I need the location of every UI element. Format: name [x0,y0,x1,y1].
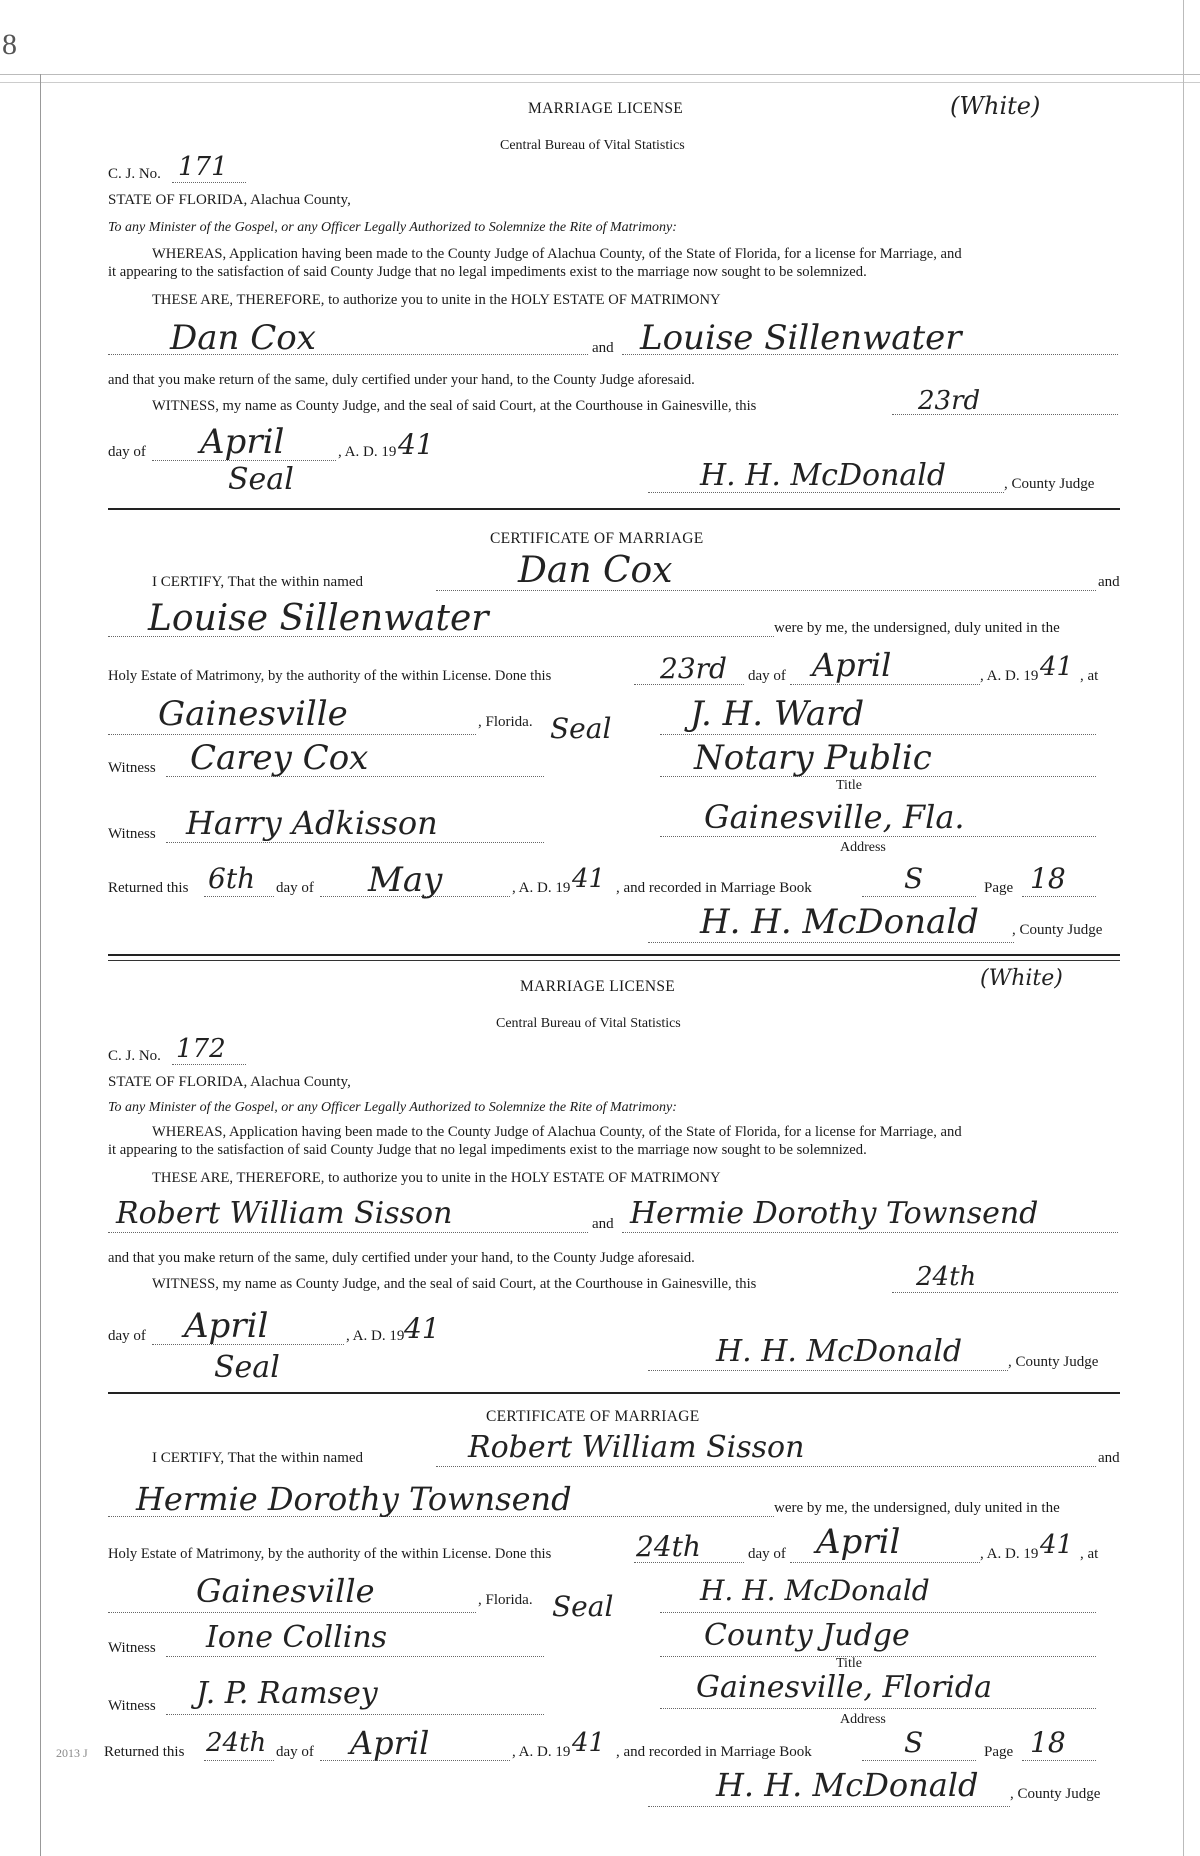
page-label: Page [984,880,1014,896]
place-2: Gainesville [196,1572,375,1610]
witness2-label-2: Witness [108,1698,156,1714]
record-county-judge: , County Judge [1012,922,1103,938]
book-line [862,896,976,897]
license-rule [108,508,1120,510]
county-judge-label: , County Judge [1004,476,1095,492]
groom-name: Dan Cox [170,318,316,358]
united-label: were by me, the undersigned, duly united in the [774,620,1060,636]
whereas-line-1-2: WHEREAS, Application having been made to the County Judge of Alachua County, of the State of Florida, for a license for Marriage, and [152,1124,962,1140]
cj-label: C. J. No. [108,166,161,182]
book-line-2 [862,1760,976,1761]
day-of-label: day of [108,444,146,460]
place: Gainesville [158,694,348,734]
cert-groom: Dan Cox [518,550,673,591]
witness2-line [166,842,544,843]
whereas-line-2: it appearing to the satisfaction of said County Judge that no legal impediments exist to the marriage now sought to be solemnized. [108,264,867,280]
page-line-2 [1022,1760,1096,1761]
returned-ad-2: , A. D. 19 [512,1744,571,1760]
florida-label: , Florida. [478,714,533,730]
done-ad-2: , A. D. 19 [980,1546,1039,1562]
state-line: STATE OF FLORIDA, Alachua County, [108,192,351,208]
license-day-2: 24th [916,1262,977,1292]
license-rule-2 [108,1392,1120,1394]
state-line-2: STATE OF FLORIDA, Alachua County, [108,1074,351,1090]
cert-and-2: and [1098,1450,1120,1466]
bureau-name-2: Central Bureau of Vital Statistics [496,1016,681,1031]
license-year-2: 41 [404,1312,440,1345]
page-label-2: Page [984,1744,1014,1760]
done-year: 41 [1040,652,1074,682]
returned-day-line [204,896,274,897]
done-day: 23rd [660,652,727,685]
top-scan-rule [0,74,1200,75]
license-year: 41 [398,428,434,461]
at-label-2: , at [1080,1546,1099,1562]
witness2-line-2 [166,1714,544,1715]
whereas-line-1: WHEREAS, Application having been made to the County Judge of Alachua County, of the State of Florida, for a license for Marriage, and [152,246,962,262]
ad-label-2: , A. D. 19 [346,1328,405,1344]
cj-line [172,182,246,183]
and-label-2: and [592,1216,614,1232]
cert-bride-2: Hermie Dorothy Townsend [136,1480,572,1518]
bride-line-2 [622,1232,1118,1233]
therefore-line: THESE ARE, THEREFORE, to authorize you to unite in the HOLY ESTATE OF MATRIMONY [152,292,721,308]
witness2: Harry Adkisson [186,804,438,842]
holy-estate-2: Holy Estate of Matrimony, by the authority of the within License. Done this [108,1546,552,1562]
witness1-line-2 [166,1656,544,1657]
returned-label-2: Returned this [104,1744,185,1760]
return-line: and that you make return of the same, duly certified under your hand, to the County Judge aforesaid. [108,372,695,388]
license-day: 23rd [918,386,981,416]
license-month-2: April [184,1306,269,1346]
united-label-2: were by me, the undersigned, duly united in the [774,1500,1060,1516]
cj-number: 171 [178,152,228,182]
done-month-line-2 [790,1562,980,1563]
returned-label: Returned this [108,880,189,896]
returned-year-2: 41 [572,1728,606,1758]
place-line [108,734,476,735]
title-label-2: Title [836,1656,862,1671]
therefore-line-2: THESE ARE, THEREFORE, to authorize you to unite in the HOLY ESTATE OF MATRIMONY [152,1170,721,1186]
done-day-2: 24th [636,1530,701,1563]
officiant-2: H. H. McDonald [700,1574,930,1607]
record-signature-line-2 [648,1806,1010,1807]
right-edge-rule [1183,0,1184,1856]
officiant-address-2: Gainesville, Florida [696,1670,992,1705]
returned-month: May [368,860,443,900]
returned-day: 6th [208,862,256,895]
cert-seal-2: Seal [552,1590,614,1623]
cj-number-2: 172 [176,1034,226,1064]
license-seal-2: Seal [214,1350,280,1385]
witness1: Carey Cox [190,738,369,778]
officiant: J. H. Ward [690,694,865,734]
recorded-label-2: , and recorded in Marriage Book [616,1744,812,1760]
record-signature-line [648,942,1014,943]
page-line [1022,896,1096,897]
recorded-label: , and recorded in Marriage Book [616,880,812,896]
day-of-label-2: day of [108,1328,146,1344]
done-month: April [812,646,892,684]
done-ad: , A. D. 19 [980,668,1039,684]
officiant-title-line-2 [660,1656,1096,1657]
cert-title-2: CERTIFICATE OF MARRIAGE [486,1408,700,1425]
cert-bride: Louise Sillenwater [148,598,489,639]
groom-line-2 [108,1232,588,1233]
license-title: MARRIAGE LICENSE [528,100,684,117]
done-day-of: day of [748,668,786,684]
cert-groom-2: Robert William Sisson [468,1430,805,1465]
florida-label-2: , Florida. [478,1592,533,1608]
returned-month-2: April [350,1724,430,1762]
judge-signature: H. H. McDonald [700,458,947,493]
record-signature: H. H. McDonald [700,902,979,942]
record-divider-2 [108,960,1120,961]
book-2: S [904,1726,924,1759]
officiant-line-2 [660,1612,1096,1613]
cj-label-2: C. J. No. [108,1048,161,1064]
race-note-2: (White) [980,966,1063,991]
title-label: Title [836,778,862,793]
certify-label-2: I CERTIFY, That the within named [152,1450,364,1466]
address-label-2: Address [840,1712,886,1727]
groom-name-2: Robert William Sisson [116,1196,453,1231]
place-line-2 [108,1612,476,1613]
returned-year: 41 [572,864,606,894]
returned-day-of-2: day of [276,1744,314,1760]
witness2-label: Witness [108,826,156,842]
address-line-2: To any Minister of the Gospel, or any Officer Legally Authorized to Solemnize the Rite of Matrimony: [108,1100,677,1115]
cert-and: and [1098,574,1120,590]
witness-line-2: WITNESS, my name as County Judge, and the seal of said Court, at the Courthouse in Gainesville, this [152,1276,757,1292]
cert-groom-line-2 [436,1466,1096,1467]
officiant-address-line [660,836,1096,837]
bride-name: Louise Sillenwater [640,318,962,358]
record-divider [108,954,1120,956]
ad-label: , A. D. 19 [338,444,397,460]
done-year-2: 41 [1040,1530,1074,1560]
page-number: 18 [1030,862,1066,895]
footer-mark: 2013 J [56,1746,88,1760]
witness1-2: Ione Collins [206,1620,388,1655]
whereas-line-2-2: it appearing to the satisfaction of said County Judge that no legal impediments exist to the marriage now sought to be solemnized. [108,1142,867,1158]
left-margin-rule [40,74,41,1856]
race-note: (White) [950,92,1041,120]
officiant-title-2: County Judge [704,1618,910,1653]
cj-line-2 [172,1064,246,1065]
license-day-line-2 [892,1292,1118,1293]
county-judge-label-2: , County Judge [1008,1354,1099,1370]
license-title-2: MARRIAGE LICENSE [520,978,676,995]
bride-name-2: Hermie Dorothy Townsend [630,1196,1039,1231]
returned-day-line-2 [204,1760,274,1761]
license-month: April [200,422,285,462]
top-scan-rule-2 [0,82,1200,83]
holy-estate: Holy Estate of Matrimony, by the authority of the within License. Done this [108,668,552,684]
returned-day-of: day of [276,880,314,896]
address-line: To any Minister of the Gospel, or any Officer Legally Authorized to Solemnize the Rite of Matrimony: [108,220,677,235]
page-number-2: 18 [1030,1726,1066,1759]
officiant-title: Notary Public [694,738,932,778]
certify-label: I CERTIFY, That the within named [152,574,364,590]
return-line-2: and that you make return of the same, duly certified under your hand, to the County Judge aforesaid. [108,1250,695,1266]
done-day-of-2: day of [748,1546,786,1562]
and-label: and [592,340,614,356]
returned-ad: , A. D. 19 [512,880,571,896]
judge-signature-2: H. H. McDonald [716,1334,963,1369]
corner-mark: 8 [2,28,17,61]
cert-title: CERTIFICATE OF MARRIAGE [490,530,704,547]
address-label: Address [840,840,886,855]
returned-day-2: 24th [206,1728,267,1758]
done-month-line [790,684,980,685]
officiant-line [660,734,1096,735]
cert-seal: Seal [550,712,612,745]
witness1-label-2: Witness [108,1640,156,1656]
license-seal: Seal [228,462,294,497]
witness2-2: J. P. Ramsey [196,1676,378,1711]
witness1-label: Witness [108,760,156,776]
record-county-judge-2: , County Judge [1010,1786,1101,1802]
officiant-address-line-2 [660,1708,1096,1709]
record-signature-2: H. H. McDonald [716,1766,979,1804]
at-label: , at [1080,668,1099,684]
done-month-2: April [816,1522,901,1562]
book: S [904,862,924,895]
officiant-address: Gainesville, Fla. [704,798,965,836]
bureau-name: Central Bureau of Vital Statistics [500,138,685,153]
judge-signature-line-2 [648,1370,1008,1371]
witness-line: WITNESS, my name as County Judge, and the seal of said Court, at the Courthouse in Gainesville, this [152,398,757,414]
